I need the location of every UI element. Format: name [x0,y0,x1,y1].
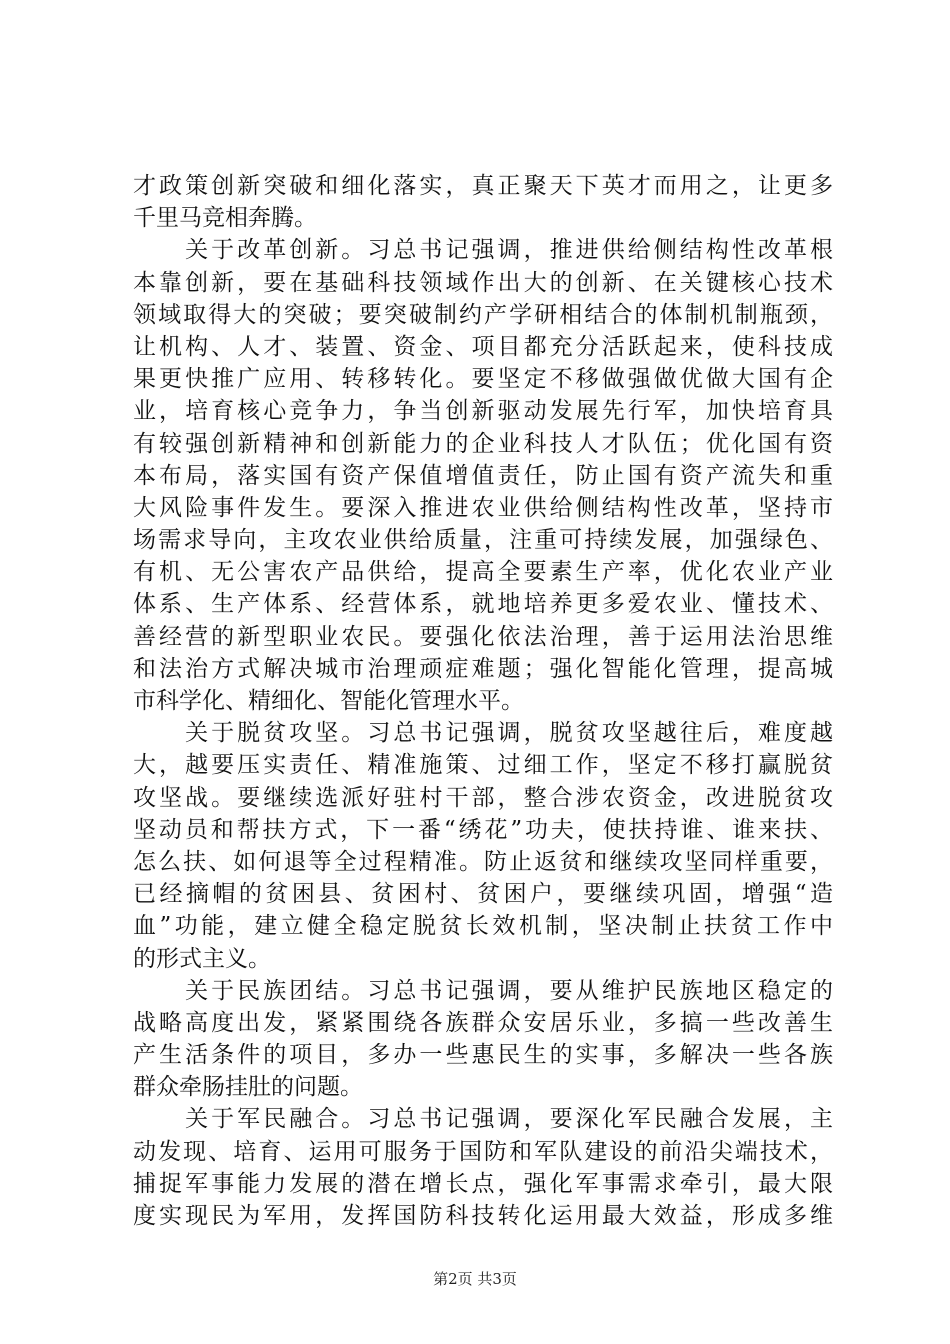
text-line: 动发现、培育、运用可服务于国防和军队建设的前沿尖端技术， [133,1138,833,1165]
text-line: 的形式主义。 [133,945,271,972]
text-line: 有机、无公害农产品供给，提高全要素生产率，优化农业产业 [133,559,833,586]
text-line: 才政策创新突破和细化落实，真正聚天下英才而用之，让更多 [133,173,833,199]
text-line: 度实现民为军用，发挥国防科技转化运用最大效益，形成多维 [133,1203,833,1229]
text-line: 本靠创新，要在基础科技领域作出大的创新、在关键核心技术 [133,269,833,296]
text-line: 坚动员和帮扶方式，下一番“绣花”功夫，使扶持谁、谁来扶、 [133,816,833,843]
text-line: 善经营的新型职业农民。要强化依法治理，善于运用法治思维 [133,623,833,650]
text-line: 业，培育核心竞争力，争当创新驱动发展先行军，加快培育具 [133,398,833,425]
text-line: 攻坚战。要继续选派好驻村干部，整合涉农资金，改进脱贫攻 [133,784,833,811]
text-line: 关于改革创新。习总书记强调，推进供给侧结构性改革根 [133,237,833,264]
text-line: 捕捉军事能力发展的潜在增长点，强化军事需求牵引，最大限 [133,1170,833,1197]
text-line: 大，越要压实责任、精准施策、过细工作，坚定不移打赢脱贫 [133,752,833,779]
text-line: 怎么扶、如何退等全过程精准。防止返贫和继续攻坚同样重要， [133,848,833,875]
text-line: 关于脱贫攻坚。习总书记强调，脱贫攻坚越往后，难度越 [133,720,833,747]
text-line: 群众牵肠挂肚的问题。 [133,1074,363,1101]
page-footer: 第2页 共3页 [433,1270,517,1288]
text-line: 产生活条件的项目，多办一些惠民生的实事，多解决一些各族 [133,1042,833,1069]
text-line: 场需求导向，主攻农业供给质量，注重可持续发展，加强绿色、 [133,527,833,554]
text-line: 领域取得大的突破；要突破制约产学研相结合的体制机制瓶颈， [133,301,833,328]
text-line: 让机构、人才、装置、资金、项目都充分活跃起来，使科技成 [133,333,833,360]
text-line: 果更快推广应用、转移转化。要坚定不移做强做优做大国有企 [133,366,833,393]
text-line: 有较强创新精神和创新能力的企业科技人才队伍；优化国有资 [133,430,833,457]
document-body [133,170,833,1232]
text-line: 关于民族团结。习总书记强调，要从维护民族地区稳定的 [133,977,833,1004]
text-line: 已经摘帽的贫困县、贫困村、贫困户，要继续巩固，增强“造 [133,881,833,908]
text-line: 体系、生产体系、经营体系，就地培养更多爱农业、懂技术、 [133,591,833,618]
text-line: 战略高度出发，紧紧围绕各族群众安居乐业，多搞一些改善生 [133,1009,833,1036]
text-line: 血”功能，建立健全稳定脱贫长效机制，坚决制止扶贫工作中 [133,913,833,940]
text-line: 关于军民融合。习总书记强调，要深化军民融合发展，主 [133,1106,833,1133]
text-line: 本布局，落实国有资产保值增值责任，防止国有资产流失和重 [133,462,833,489]
text-line: 大风险事件发生。要深入推进农业供给侧结构性改革，坚持市 [133,494,833,521]
text-line: 市科学化、精细化、智能化管理水平。 [133,688,524,714]
text-line: 千里马竞相奔腾。 [133,205,317,232]
text-line: 和法治方式解决城市治理顽症难题；强化智能化管理，提高城 [133,655,833,682]
